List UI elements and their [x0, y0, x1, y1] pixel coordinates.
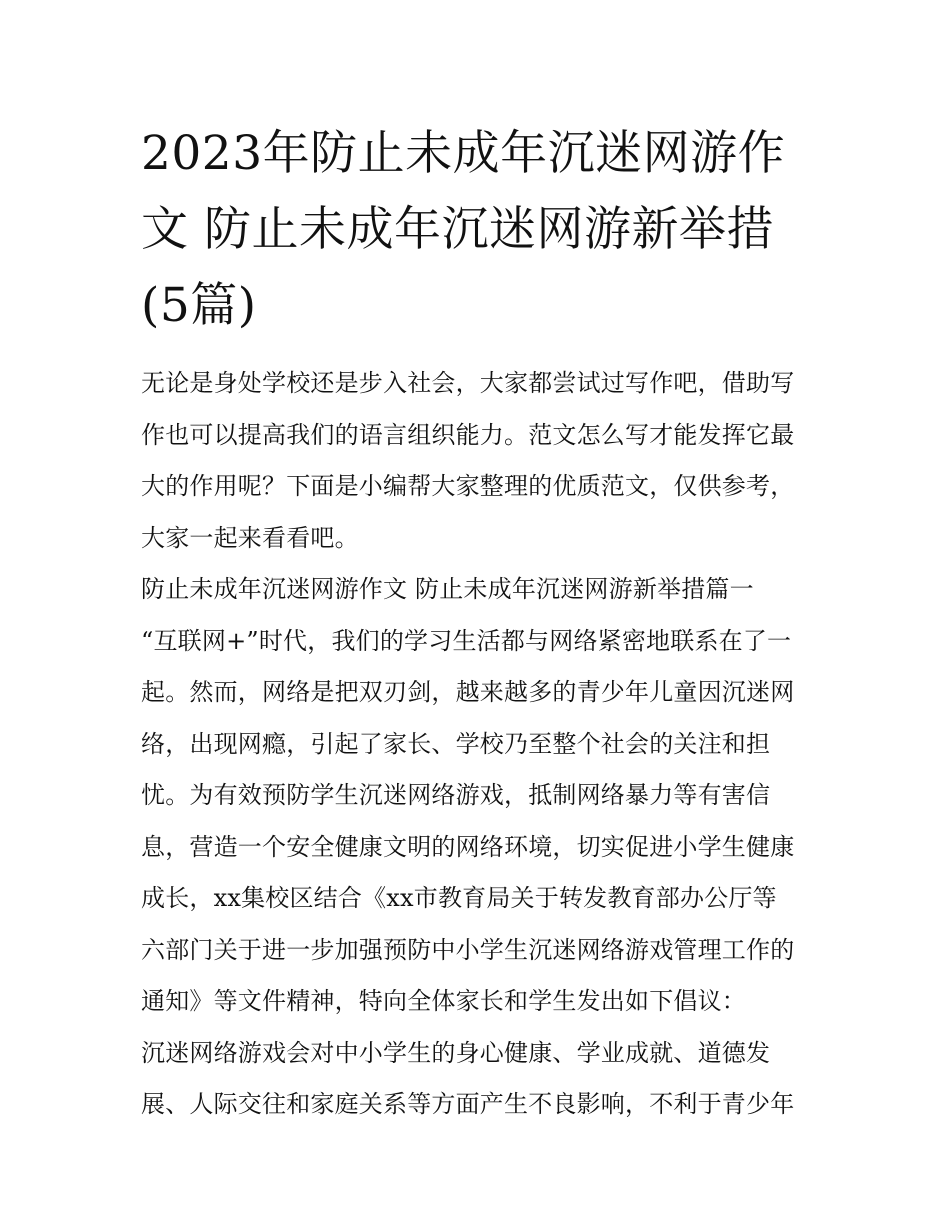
body-line: 大的作用呢？下面是小编帮大家整理的优质范文，仅供参考， [141, 472, 795, 500]
body-line: 起。然而，网络是把双刃剑，越来越多的青少年儿童因沉迷网 [141, 678, 795, 706]
section-heading: 防止未成年沉迷网游作文 防止未成年沉迷网游新举措篇一 [141, 575, 754, 603]
body-line: 六部门关于进一步加强预防中小学生沉迷网络游戏管理工作的 [141, 935, 795, 964]
body-line: 忧。为有效预防学生沉迷网络游戏，抵制网络暴力等有害信 [141, 781, 771, 809]
body-line: 沉迷网络游戏会对中小学生的身心健康、学业成就、道德发 [141, 1038, 771, 1067]
body-line: “互联网+”时代，我们的学习生活都与网络紧密地联系在了一 [141, 626, 792, 655]
body-line: 息，营造一个安全健康文明的网络环境，切实促进小学生健康 [141, 832, 795, 861]
body-line: 成长，xx集校区结合《xx市教育局关于转发教育部办公厅等 [141, 884, 777, 912]
document-title [141, 116, 821, 344]
body-line: 无论是身处学校还是步入社会，大家都尝试过写作吧，借助写 [141, 369, 795, 397]
body-line: 展、人际交往和家庭关系等方面产生不良影响，不利于青少年 [141, 1090, 795, 1118]
title-line-2: 文 防止未成年沉迷网游新举措 [141, 202, 774, 257]
body-line: 通知》等文件精神，特向全体家长和学生发出如下倡议： [141, 987, 746, 1015]
document-body [141, 358, 831, 1131]
title-line-1: 2023年防止未成年沉迷网游作 [141, 126, 786, 181]
body-line: 大家一起来看看吧。 [141, 523, 359, 552]
title-line-3: (5篇) [141, 278, 257, 333]
body-line: 络，出现网瘾，引起了家长、学校乃至整个社会的关注和担 [141, 729, 771, 758]
body-line: 作也可以提高我们的语言组织能力。范文怎么写才能发挥它最 [141, 420, 795, 449]
